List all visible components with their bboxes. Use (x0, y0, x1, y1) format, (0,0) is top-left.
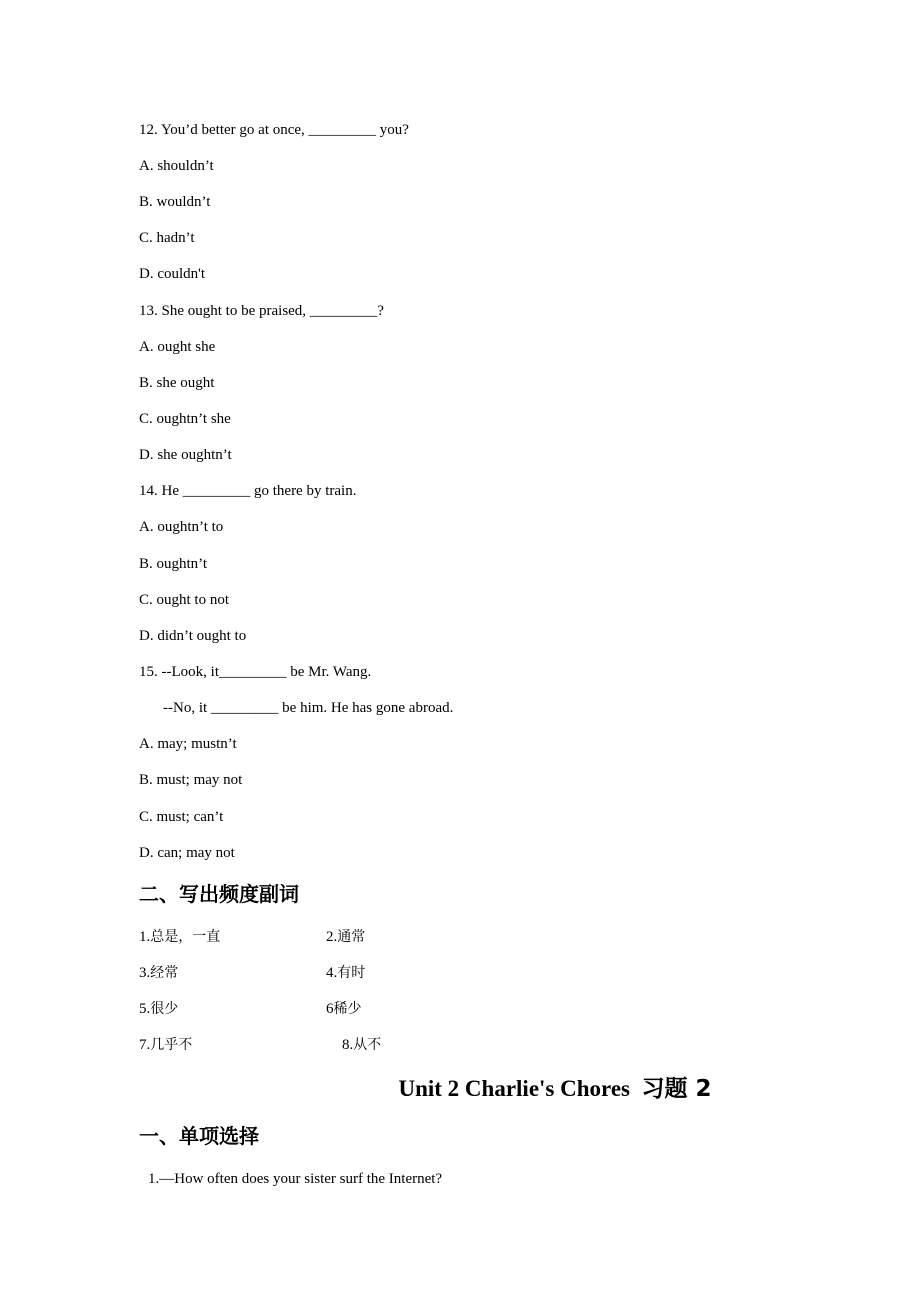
adverb-item-8 (342, 1036, 381, 1054)
question-14-option-a: A. oughtn’t to (139, 519, 224, 535)
adverb-item-4 (326, 964, 365, 982)
question-15-option-d: D. can; may not (139, 845, 235, 861)
adverb-item-text: 很少 (150, 1001, 179, 1017)
question-13-option-d: D. she oughtn’t (139, 447, 232, 463)
unit-title-zh: 习题 2 (641, 1076, 712, 1102)
question-14-option-d: D. didn’t ought to (139, 628, 247, 644)
adverb-item-2 (326, 928, 365, 946)
adverb-item-1 (139, 928, 220, 946)
question-14-option-c: C. ought to not (139, 592, 230, 608)
question-12-option-d: D. couldn't (139, 266, 206, 282)
question-14-option-b: B. oughtn’t (139, 556, 208, 572)
adverb-item-num: 5. (139, 1001, 151, 1017)
question-13-option-c: C. oughtn’t she (139, 411, 231, 427)
adverb-item-text: 总是，一直 (150, 929, 221, 945)
adverb-item-text: 有时 (337, 965, 366, 981)
adverb-item-7 (139, 1036, 192, 1054)
question-15-option-c: C. must; can’t (139, 809, 224, 825)
adverb-item-num: 6 (326, 1001, 334, 1017)
adverb-item-6 (326, 1000, 362, 1018)
question-13-option-b: B. she ought (139, 375, 215, 391)
adverb-item-text: 几乎不 (150, 1037, 193, 1053)
adverb-item-num: 1. (139, 929, 151, 945)
adverb-item-text: 通常 (337, 929, 366, 945)
adverb-item-num: 3. (139, 965, 151, 981)
question-12-option-a: A. shouldn’t (139, 158, 214, 174)
question-15-option-a: A. may; mustn’t (139, 736, 237, 752)
question-12-stem: 12. You’d better go at once, _________ you? (139, 122, 409, 138)
question-12-option-c: C. hadn’t (139, 230, 195, 246)
adverb-item-num: 2. (326, 929, 338, 945)
adverb-item-5 (139, 1000, 178, 1018)
unit-title (0, 1075, 920, 1103)
adverb-item-text: 稀少 (333, 1001, 362, 1017)
unit-title-en: Unit 2 Charlie's Chores (398, 1076, 630, 1101)
question-15-option-b: B. must; may not (139, 772, 243, 788)
adverb-item-num: 4. (326, 965, 338, 981)
adverb-item-3 (139, 964, 178, 982)
adverb-item-text: 从不 (353, 1037, 382, 1053)
question-12-option-b: B. wouldn’t (139, 194, 211, 210)
section-2-heading: 二、写出频度副词 (139, 882, 299, 906)
question-13-stem: 13. She ought to be praised, _________? (139, 303, 384, 319)
question-15-stem: 15. --Look, it_________ be Mr. Wang. (139, 664, 372, 680)
adverb-item-num: 7. (139, 1037, 151, 1053)
question-14-stem: 14. He _________ go there by train. (139, 483, 357, 499)
question-13-option-a: A. ought she (139, 339, 216, 355)
adverb-item-text: 经常 (150, 965, 179, 981)
section-1-heading: 一、单项选择 (139, 1124, 259, 1148)
question-15-stem-reply: --No, it _________ be him. He has gone abroad. (163, 700, 454, 716)
adverb-item-num: 8. (342, 1037, 354, 1053)
unit2-question-1-stem: 1.—How often does your sister surf the Internet? (148, 1171, 443, 1187)
